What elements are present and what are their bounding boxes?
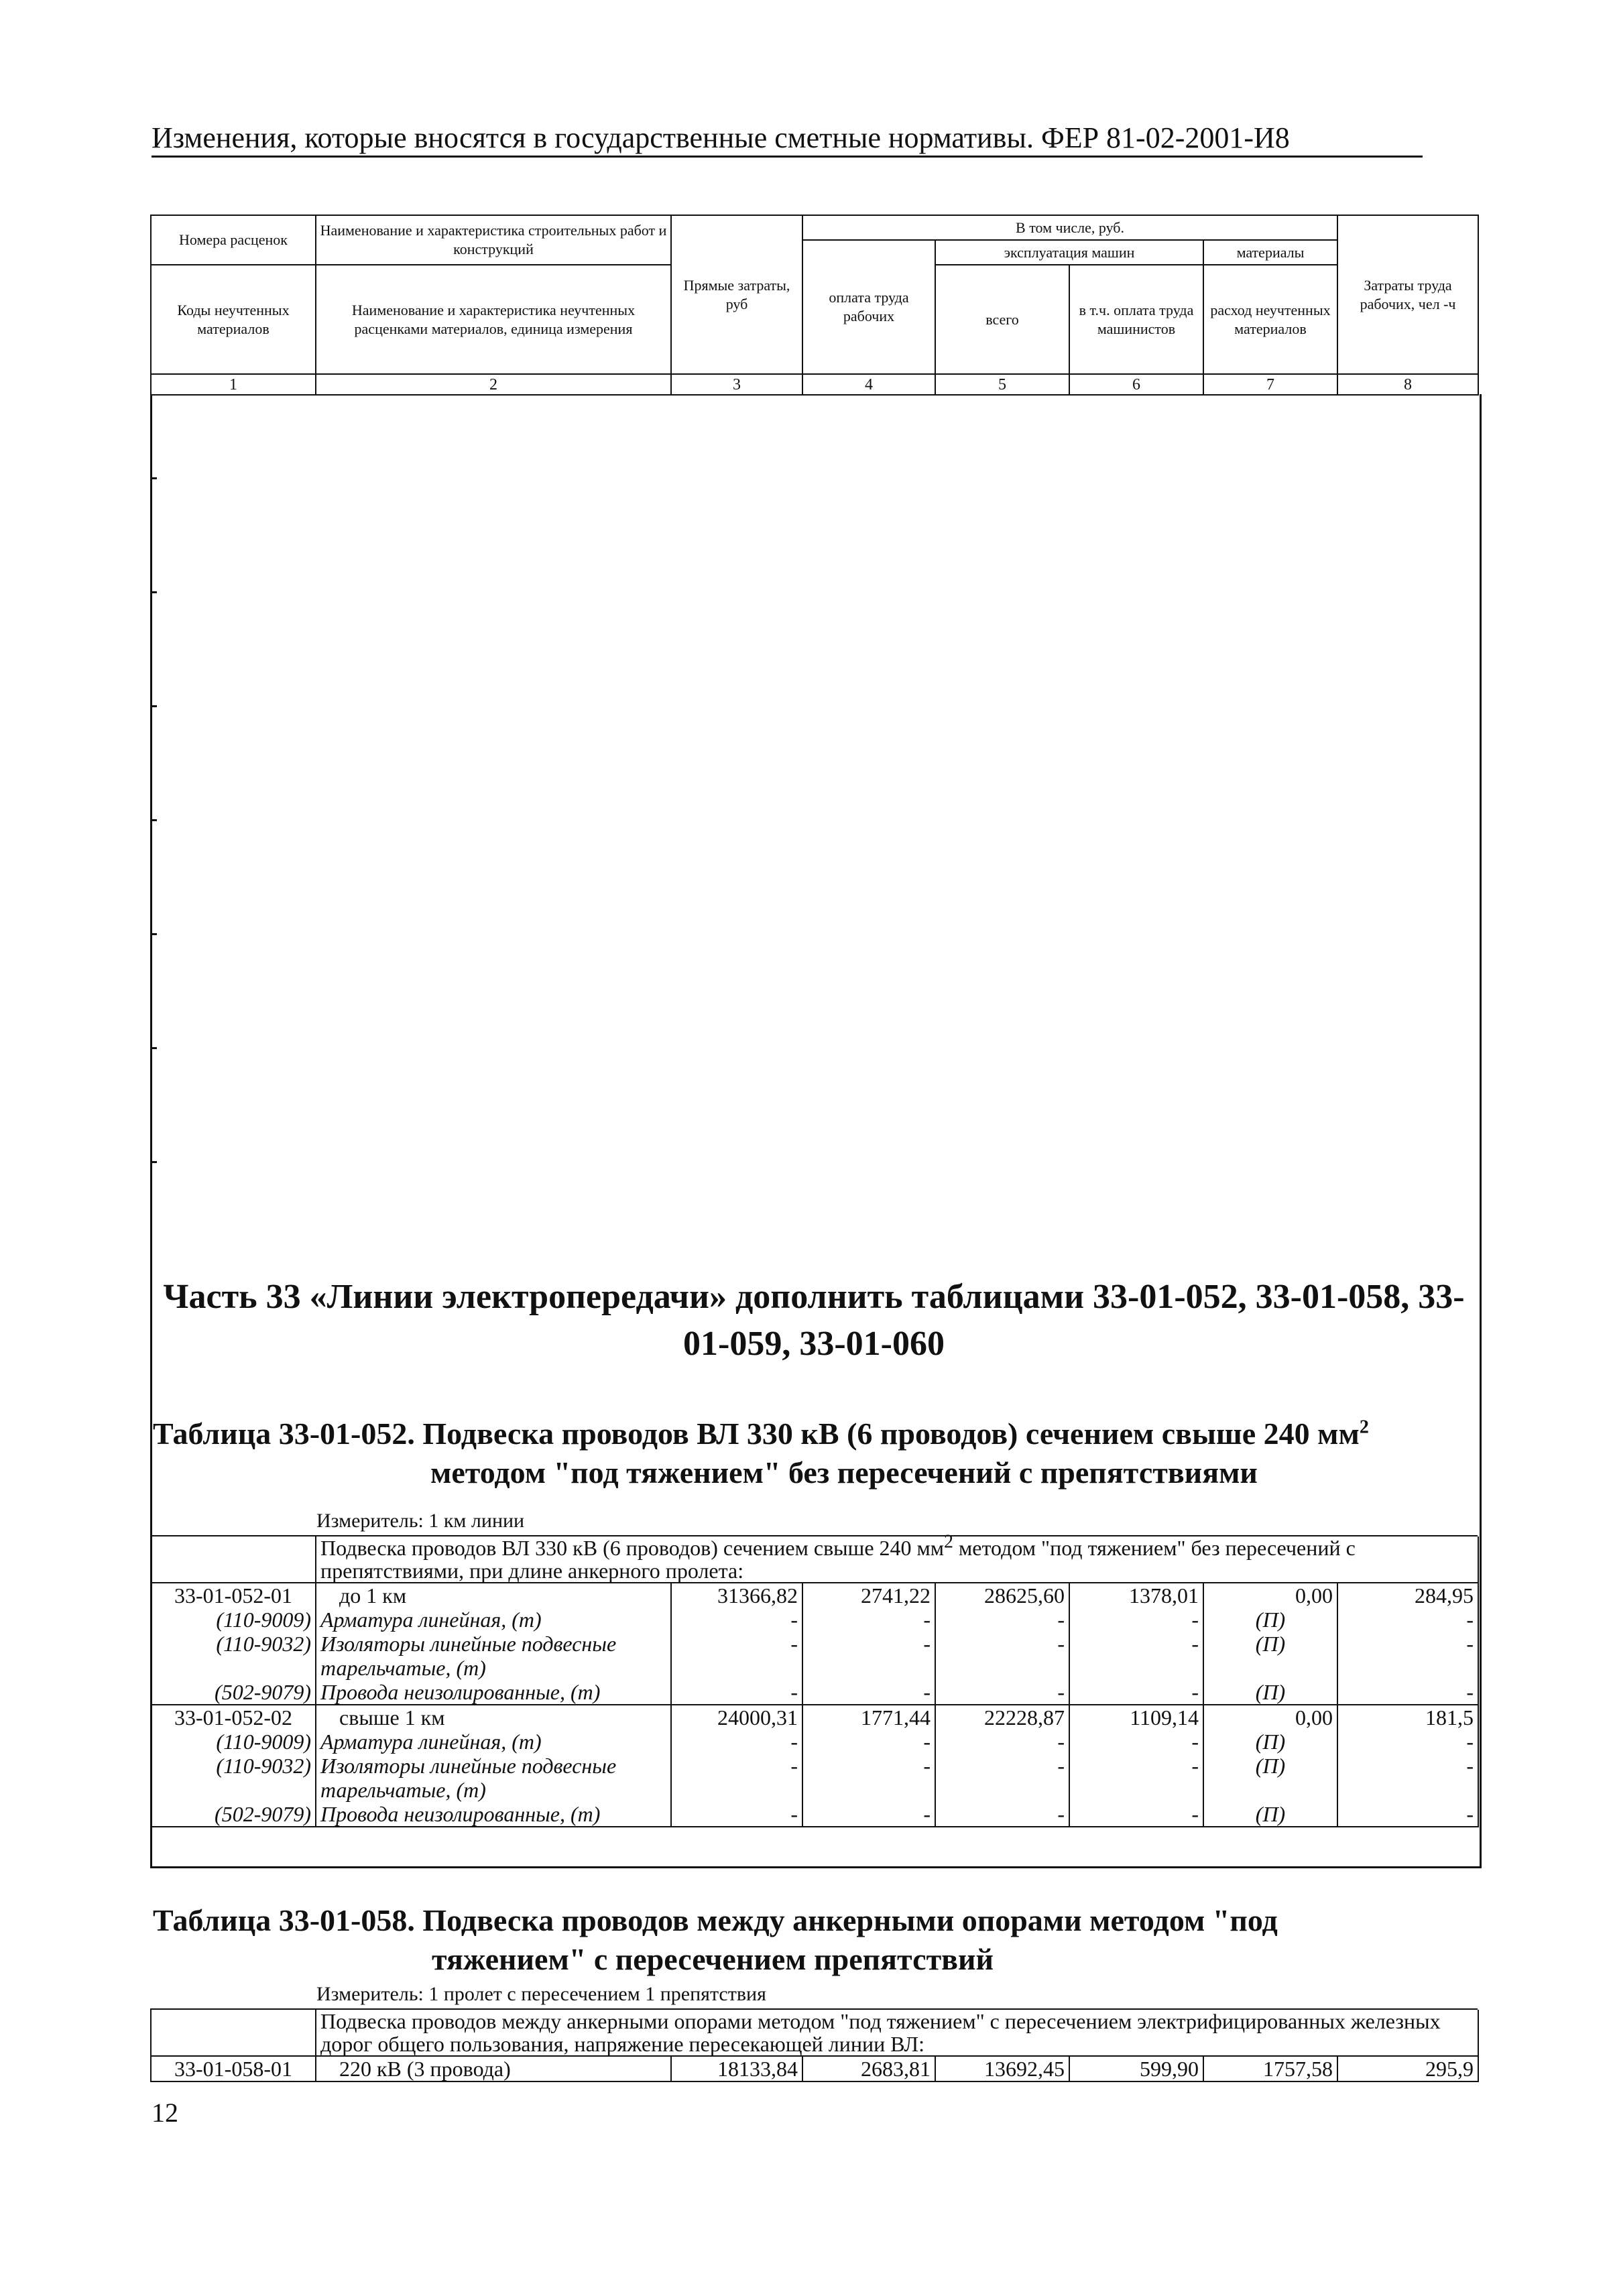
table-row — [151, 1730, 1478, 1754]
table-row — [151, 1608, 1478, 1632]
superscript: 2 — [944, 1531, 954, 1553]
table-052-intro — [316, 1531, 1478, 1583]
cell-c5: - — [935, 1632, 1069, 1680]
header-num: 2 — [316, 374, 671, 395]
margin-tick — [150, 1047, 157, 1049]
header-col1-bottom: Коды неучтенных материалов — [151, 265, 316, 374]
cell-c8: - — [1337, 1632, 1478, 1680]
rate-code: 33-01-052-01 — [151, 1583, 316, 1608]
header-num: 4 — [802, 374, 935, 395]
cell-c8: - — [1337, 1730, 1478, 1754]
rate-name: 220 кВ (3 провода) — [316, 2056, 671, 2081]
header-col4: оплата труда рабочих — [802, 240, 935, 374]
margin-tick — [150, 705, 157, 707]
cell-c7: (П) — [1203, 1754, 1337, 1802]
header-materials: материалы — [1203, 240, 1337, 265]
header-col2-top: Наименование и характеристика строительных работ и конструкций — [316, 215, 671, 265]
cell-c7: (П) — [1203, 1608, 1337, 1632]
material-name: Изоляторы линейные подвесные тарельчатые, (т) — [316, 1632, 671, 1680]
cell-c4: - — [802, 1730, 935, 1754]
cell-c3: 18133,84 — [671, 2056, 802, 2081]
cell-c4: - — [802, 1632, 935, 1680]
cell-c3: - — [671, 1632, 802, 1680]
cell-c6: - — [1069, 1754, 1203, 1802]
cell-c6: - — [1069, 1608, 1203, 1632]
header-rule — [152, 156, 1423, 158]
header-num: 6 — [1069, 374, 1203, 395]
rate-code: 33-01-058-01 — [151, 2056, 316, 2081]
cell-c7: (П) — [1203, 1730, 1337, 1754]
cell-c3: - — [671, 1680, 802, 1705]
header-num: 3 — [671, 374, 802, 395]
cell-c8: - — [1337, 1680, 1478, 1705]
table-052-title-cont: методом "под тяжением" без пересечений с препятствиями — [430, 1455, 1258, 1490]
cell-c3: - — [671, 1730, 802, 1754]
cell-c4: 1771,44 — [802, 1705, 935, 1730]
material-name: Провода неизолированные, (т) — [316, 1802, 671, 1827]
cell-c7: 1757,58 — [1203, 2056, 1337, 2081]
cell-c6: - — [1069, 1730, 1203, 1754]
table-row — [151, 1632, 1478, 1680]
margin-tick — [150, 591, 157, 593]
table-row — [151, 1583, 1478, 1608]
cell-c3: 24000,31 — [671, 1705, 802, 1730]
material-code: (502-9079) — [151, 1802, 316, 1827]
superscript: 2 — [1359, 1416, 1369, 1438]
table-row — [151, 1680, 1478, 1705]
table-052-meter: Измеритель: 1 км линии — [316, 1510, 525, 1532]
cell-c5: - — [935, 1802, 1069, 1827]
table-058-title-cont: тяжением" с пересечением препятствий — [432, 1942, 994, 1976]
cell-c5: - — [935, 1608, 1069, 1632]
table-row — [151, 1802, 1478, 1827]
table-058-intro: Подвеска проводов между анкерными опорами методом "под тяжением" с пересечением электрифицированных железных дорог общего пользования, напряжение пересекающей линии ВЛ: — [316, 2010, 1478, 2056]
cell-c5: - — [935, 1680, 1069, 1705]
running-header: Изменения, которые вносятся в государственные сметные нормативы. ФЕР 81-02-2001-И8 — [152, 121, 1290, 154]
intro-text-cont: методом "под тяжением" без пересечений с препятствиями, при длине анкерного пролета: — [320, 1536, 1356, 1583]
margin-tick — [150, 1161, 157, 1163]
table-058-title-text: Таблица 33-01-058. Подвеска проводов между анкерными опорами методом "под — [153, 1903, 1278, 1937]
cell-c3: - — [671, 1802, 802, 1827]
margin-tick — [150, 477, 157, 479]
margin-tick — [150, 819, 157, 821]
header-num: 7 — [1203, 374, 1337, 395]
part-title: Часть 33 «Линии электропередачи» дополнить таблицами 33-01-052, 33-01-058, 33-01-059, 33-01-060 — [163, 1278, 1465, 1363]
material-code: (110-9032) — [151, 1754, 316, 1802]
cell-c5: 28625,60 — [935, 1583, 1069, 1608]
cell-c4: 2741,22 — [802, 1583, 935, 1608]
cell-c7: (П) — [1203, 1632, 1337, 1680]
cell-c5: - — [935, 1730, 1069, 1754]
cell-c6: - — [1069, 1632, 1203, 1680]
table-row — [151, 1754, 1478, 1802]
table-row — [151, 2056, 1478, 2081]
cell-c8: 295,9 — [1337, 2056, 1478, 2081]
cell-c6: 599,90 — [1069, 2056, 1203, 2081]
cell-c7: 0,00 — [1203, 1583, 1337, 1608]
cell-c6: - — [1069, 1680, 1203, 1705]
header-col8: Затраты труда рабочих, чел -ч — [1337, 215, 1478, 374]
column-header-table — [150, 215, 1479, 396]
cell-c8: 284,95 — [1337, 1583, 1478, 1608]
header-col1-top: Номера расценок — [151, 215, 316, 265]
header-group: В том числе, руб. — [802, 215, 1337, 240]
cell-c3: - — [671, 1608, 802, 1632]
header-col3: Прямые затраты, руб — [671, 215, 802, 374]
cell-c6: - — [1069, 1802, 1203, 1827]
table-052 — [150, 1531, 1479, 1827]
header-num: 5 — [935, 374, 1069, 395]
cell-c3: - — [671, 1754, 802, 1802]
cell-c7: 0,00 — [1203, 1705, 1337, 1730]
table-052-title — [153, 1414, 1474, 1492]
material-name: Арматура линейная, (т) — [316, 1730, 671, 1754]
header-num: 8 — [1337, 374, 1478, 395]
rate-name: до 1 км — [316, 1583, 671, 1608]
cell-c5: 22228,87 — [935, 1705, 1069, 1730]
table-row — [151, 1705, 1478, 1730]
cell-c6: 1378,01 — [1069, 1583, 1203, 1608]
cell-c6: 1109,14 — [1069, 1705, 1203, 1730]
cell-c4: - — [802, 1802, 935, 1827]
header-col6: в т.ч. оплата труда машинистов — [1069, 265, 1203, 374]
cell-c3: 31366,82 — [671, 1583, 802, 1608]
table-058 — [150, 2010, 1479, 2082]
page-number: 12 — [152, 2098, 178, 2128]
blank-cell — [151, 1536, 316, 1583]
cell-c8: - — [1337, 1608, 1478, 1632]
rate-code: 33-01-052-02 — [151, 1705, 316, 1730]
margin-tick — [150, 933, 157, 935]
cell-c4: - — [802, 1608, 935, 1632]
cell-c7: (П) — [1203, 1802, 1337, 1827]
cell-c7: (П) — [1203, 1680, 1337, 1705]
header-col7: расход неучтенных материалов — [1203, 265, 1337, 374]
intro-text: Подвеска проводов ВЛ 330 кВ (6 проводов) сечением свыше 240 мм — [320, 1536, 945, 1560]
cell-c8: 181,5 — [1337, 1705, 1478, 1730]
material-name: Арматура линейная, (т) — [316, 1608, 671, 1632]
header-col5: всего — [935, 265, 1069, 374]
rate-name: свыше 1 км — [316, 1705, 671, 1730]
cell-c4: - — [802, 1754, 935, 1802]
material-code: (110-9009) — [151, 1608, 316, 1632]
material-name: Провода неизолированные, (т) — [316, 1680, 671, 1705]
material-code: (110-9032) — [151, 1632, 316, 1680]
header-num: 1 — [151, 374, 316, 395]
header-col2-bottom: Наименование и характеристика неучтенных расценками материалов, единица измерения — [316, 265, 671, 374]
material-code: (502-9079) — [151, 1680, 316, 1705]
material-code: (110-9009) — [151, 1730, 316, 1754]
cell-c4: 2683,81 — [802, 2056, 935, 2081]
table-058-meter: Измеритель: 1 пролет с пересечением 1 препятствия — [316, 1983, 766, 2005]
header-machines: эксплуатация машин — [935, 240, 1203, 265]
cell-c5: - — [935, 1754, 1069, 1802]
material-name: Изоляторы линейные подвесные тарельчатые, (т) — [316, 1754, 671, 1802]
cell-c4: - — [802, 1680, 935, 1705]
table-052-title-text: Таблица 33-01-052. Подвеска проводов ВЛ 330 кВ (6 проводов) сечением свыше 240 мм — [153, 1416, 1360, 1451]
cell-c8: - — [1337, 1754, 1478, 1802]
cell-c8: - — [1337, 1802, 1478, 1827]
table-058-title — [153, 1901, 1474, 1979]
cell-c5: 13692,45 — [935, 2056, 1069, 2081]
blank-cell — [151, 2010, 316, 2056]
